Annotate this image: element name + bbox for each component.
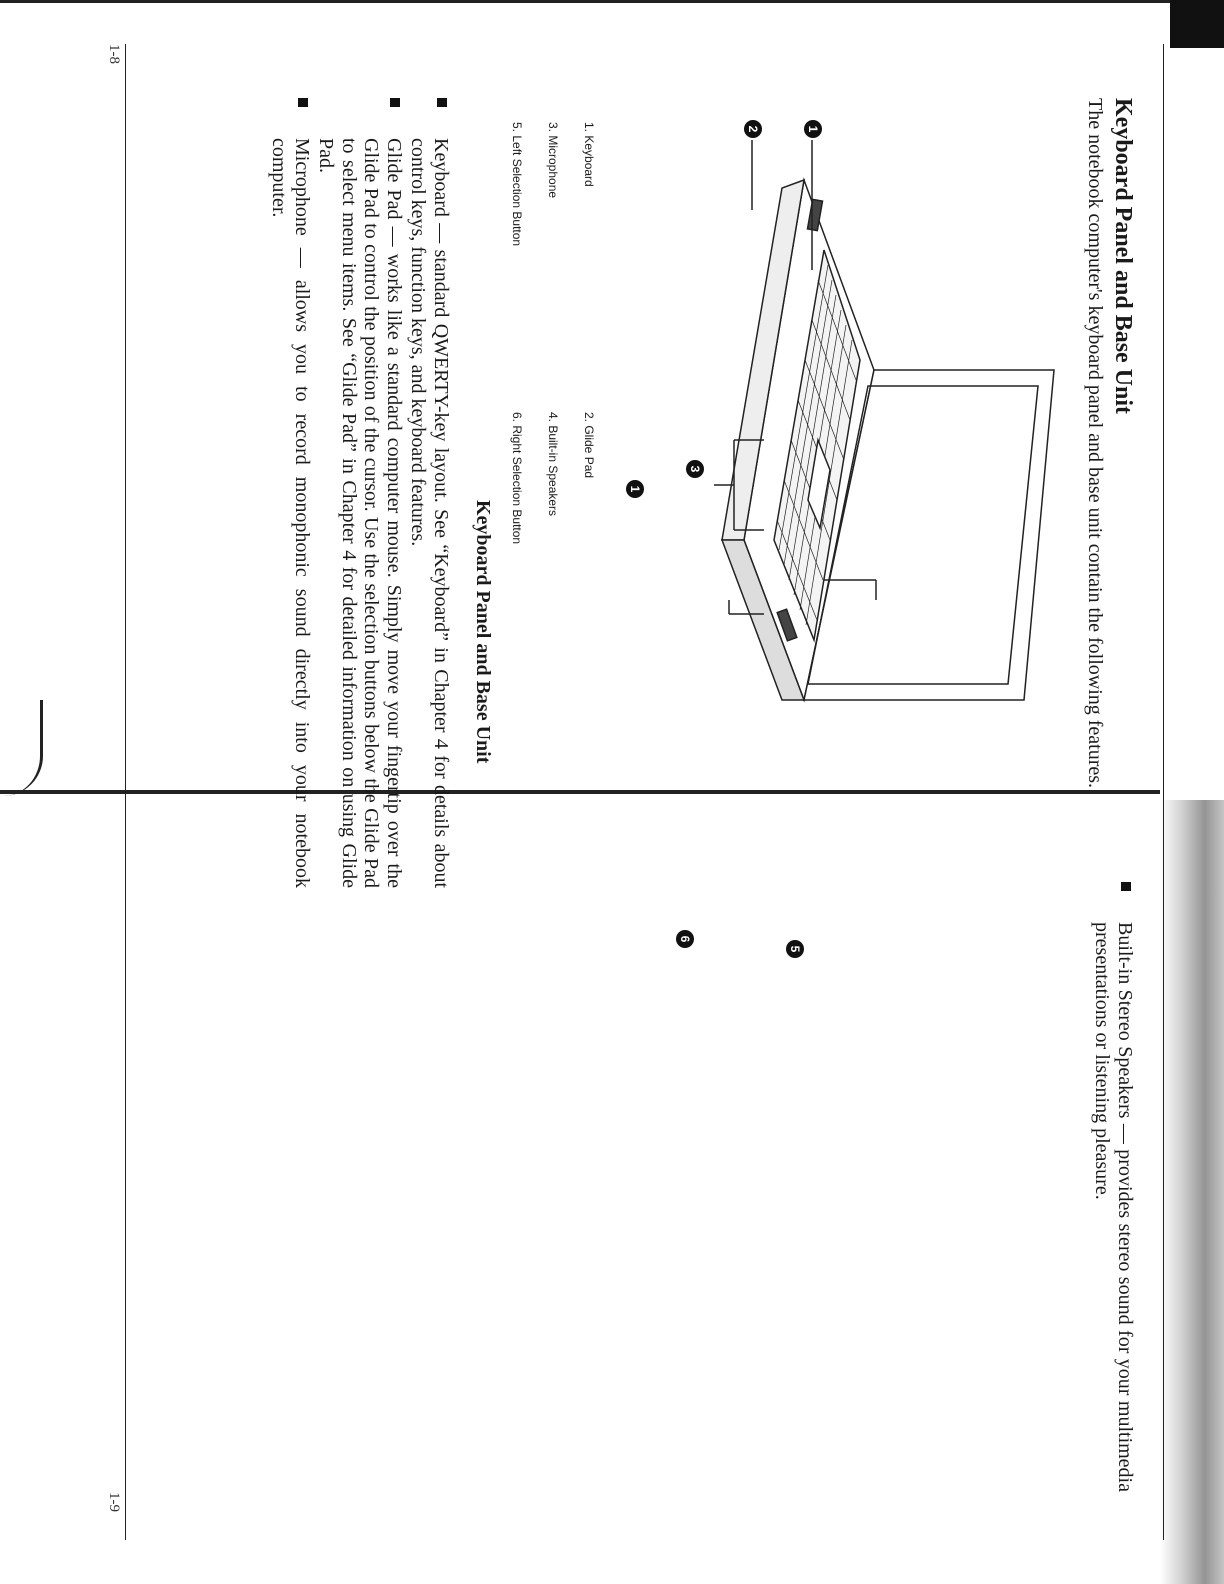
callout-1: 1 bbox=[804, 120, 822, 138]
section-heading: Keyboard Panel and Base Unit bbox=[1110, 98, 1136, 415]
left-top-rule bbox=[1163, 44, 1164, 844]
list-item-text: Keyboard — standard QWERTY-key layout. See “Keyboard” in Chapter 4 for details about control keys, function keys, and keyboard features. bbox=[407, 138, 452, 888]
figure-caption: Keyboard Panel and Base Unit bbox=[472, 500, 494, 764]
right-bottom-rule bbox=[125, 840, 126, 1540]
feature-list-continued bbox=[1089, 882, 1136, 1492]
legend-item: 2. Glide Pad bbox=[582, 412, 596, 479]
right-page-number: 1-9 bbox=[106, 1492, 122, 1512]
callout-6: 6 bbox=[676, 930, 694, 948]
left-bottom-rule bbox=[125, 44, 126, 844]
list-item-text: Glide Pad — works like a standard computer mouse. Simply move your fingertip over the Glide Pad to control the position of the cursor. Use the selection buttons below the Glide Pad to select menu items. See “Glide Pad” in Chapter 4 for detailed information on using Glide Pad. bbox=[315, 138, 405, 888]
legend-item: 1. Keyboard bbox=[582, 122, 596, 187]
list-item-text: Microphone — allows you to record monophonic sound directly into your notebook computer. bbox=[268, 138, 313, 888]
legend-item: 4. Built-in Speakers bbox=[546, 412, 560, 517]
notebook-diagram bbox=[624, 140, 1064, 740]
callout-2: 2 bbox=[744, 120, 762, 138]
list-item bbox=[315, 98, 405, 888]
list-item bbox=[407, 98, 452, 888]
bullet-icon bbox=[1121, 882, 1131, 891]
callout-3: 3 bbox=[686, 460, 704, 478]
list-item bbox=[1091, 882, 1136, 1492]
list-item-text: Built-in Stereo Speakers — provides stereo sound for your multimedia presentations or listening pleasure. bbox=[1091, 922, 1136, 1492]
bullet-icon bbox=[437, 98, 447, 107]
left-page-number: 1-8 bbox=[106, 44, 122, 64]
bullet-icon bbox=[390, 98, 400, 107]
callout-5: 5 bbox=[786, 940, 804, 958]
legend-item: 3. Microphone bbox=[546, 122, 560, 199]
right-top-rule bbox=[1163, 840, 1164, 1540]
list-item bbox=[268, 98, 313, 888]
callout-4: 1 bbox=[626, 480, 644, 498]
intro-paragraph: The notebook computer's keyboard panel and base unit contain the following features. bbox=[1084, 98, 1106, 789]
legend-item: 6. Right Selection Button bbox=[510, 412, 524, 545]
legend-item: 5. Left Selection Button bbox=[510, 122, 524, 247]
feature-list bbox=[266, 98, 452, 888]
bullet-icon bbox=[298, 98, 308, 107]
